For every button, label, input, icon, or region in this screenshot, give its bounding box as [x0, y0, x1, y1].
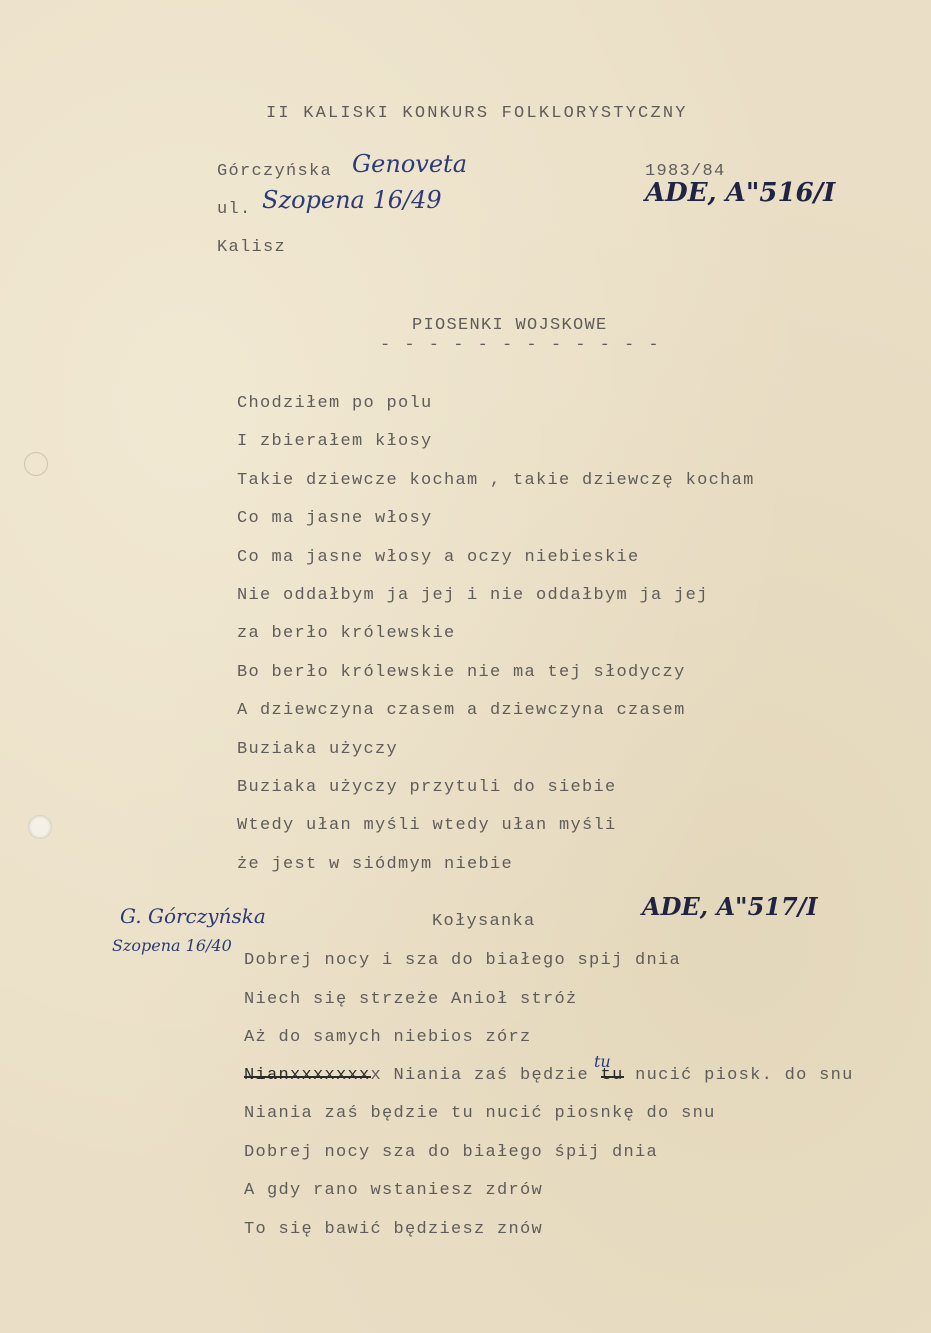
song1-line: Buziaka użyczy przytuli do siebie [237, 778, 617, 797]
punch-hole-top [24, 452, 48, 476]
song1-line: Co ma jasne włosy [237, 509, 433, 529]
song2-line: Niech się strzeże Anioł stróż [244, 989, 578, 1009]
struck-word: tu [600, 1066, 624, 1085]
margin-author-name: G. Górczyńska [120, 904, 266, 928]
document-title: II KALISKI KONKURS FOLKLORYSTYCZNY [266, 104, 688, 123]
handwritten-street: Szopena 16/49 [262, 186, 442, 214]
song2-line: A gdy rano wstaniesz zdrów [244, 1181, 544, 1200]
song1-line: A dziewczyna czasem a dziewczyna czasem [237, 701, 686, 721]
song1-line: że jest w siódmym niebie [237, 854, 514, 874]
song1-line: Buziaka użyczy [237, 739, 399, 759]
song1-line: Chodziłem po polu [237, 394, 433, 413]
struck-text: Nianxxxxxxx [244, 1066, 371, 1085]
song1-line: Co ma jasne włosy a oczy niebieskie [237, 547, 640, 567]
song1-line: I zbierałem kłosy [237, 432, 433, 452]
song1-line: Takie dziewcze kocham , takie dziewczę kocham [237, 470, 755, 490]
street-prefix: ul. [217, 200, 252, 219]
song1-title: PIOSENKI WOJSKOWE [412, 316, 608, 335]
year: 1983/84 [645, 162, 726, 181]
city: Kalisz [217, 238, 287, 257]
song1-line: Wtedy ułan myśli wtedy ułan myśli [237, 816, 617, 836]
song2-title: Kołysanka [432, 912, 536, 931]
handwritten-first-name: Genoveta [352, 150, 467, 178]
archive-code-1: ADE, A"516/I [645, 178, 836, 208]
line4-rest: x Niania zaś będzie [370, 1066, 601, 1085]
song1-title-underline: - - - - - - - - - - - - [380, 336, 661, 355]
line4-end: nucić piosk. do snu [623, 1066, 854, 1085]
archive-code-2: ADE, A"517/I [642, 892, 818, 921]
song2-line: Dobrej nocy sza do białego śpij dnia [244, 1142, 659, 1162]
song2-line: To się bawić będziesz znów [244, 1219, 544, 1239]
margin-author-address: Szopena 16/40 [112, 936, 232, 955]
song2-corrected-line [244, 1066, 854, 1086]
song2-line: Dobrej nocy i sza do białego spij dnia [244, 951, 682, 970]
song2-line: Aż do samych niebios zórz [244, 1028, 532, 1047]
song2-line: Niania zaś będzie tu nucić piosnkę do snu [244, 1104, 716, 1123]
song1-line: Nie oddałbym ja jej i nie oddałbym ja jej [237, 586, 709, 605]
handwritten-correction: tu [594, 1052, 611, 1071]
punch-hole-bottom [28, 815, 52, 839]
song1-line: za berło królewskie [237, 624, 456, 644]
song1-line: Bo berło królewskie nie ma tej słodyczy [237, 662, 686, 682]
author-surname: Górczyńska [217, 162, 333, 181]
